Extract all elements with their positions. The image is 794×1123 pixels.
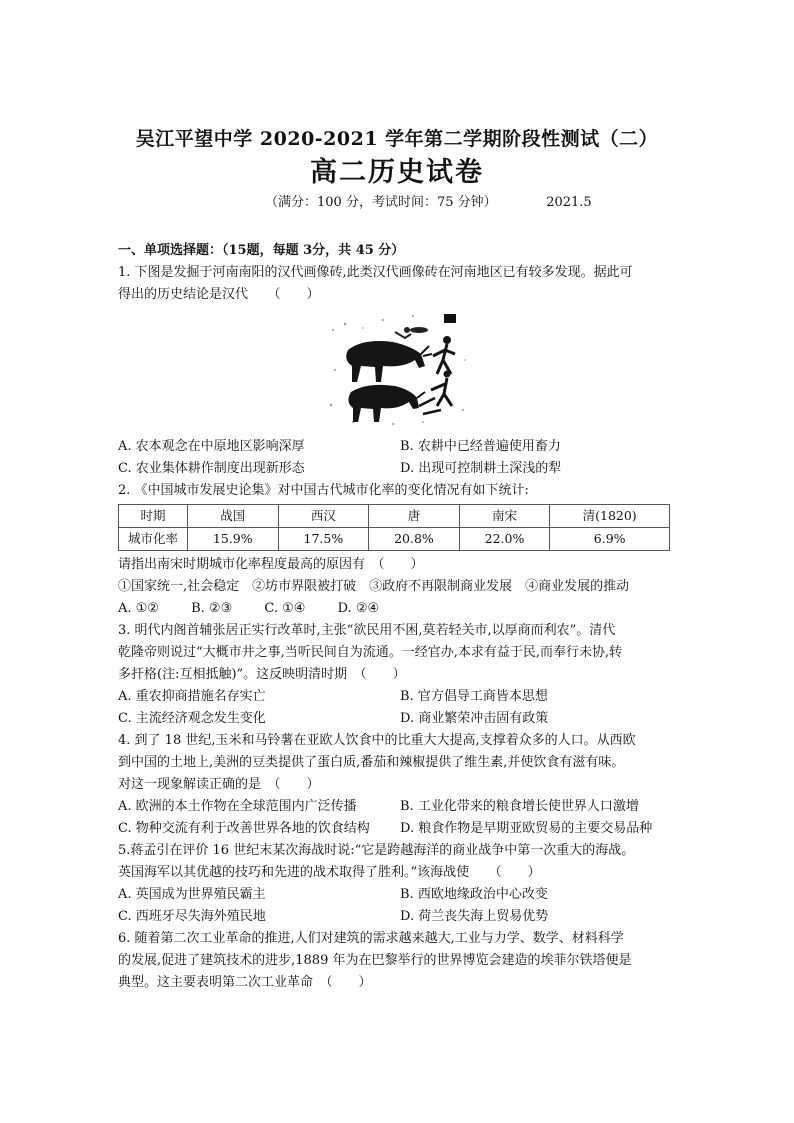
q1-stem-line1: 1. 下图是发掘于河南南阳的汉代画像砖,此类汉代画像砖在河南地区已有较多发现。据此可: [118, 265, 633, 280]
q2-options: [118, 598, 678, 620]
table-row: [119, 528, 670, 551]
table-cell: 20.8%: [369, 528, 460, 551]
q4-option-d[interactable]: D. 粮食作物是早期亚欧贸易的主要交易品种: [400, 821, 653, 836]
q1-stem-line2: 得出的历史结论是汉代 （ ）: [118, 287, 320, 302]
q5-stem-line1: 5.蒋孟引在评价 16 世纪末某次海战时说:“它是跨越海洋的商业战争中第一次重大的海战。: [118, 843, 635, 858]
exam-date: 2021.5: [546, 195, 592, 210]
table-header-cell: 西汉: [278, 505, 369, 528]
page-title: 高二历史试卷: [310, 157, 484, 188]
q4-stem-line2: 到中国的土地上,美洲的豆类提供了蛋白质,番茄和辣椒提供了维生素,并使饮食有滋有味。: [118, 755, 625, 770]
q4-option-b[interactable]: B. 工业化带来的粮食增长使世界人口激增: [400, 799, 639, 814]
q4-stem-line1: 4. 到了 18 世纪,玉米和马铃薯在亚欧人饮食中的比重大大提高,支撑着众多的人口。从西欧: [118, 733, 636, 748]
table-header-cell: 战国: [188, 505, 279, 528]
q4-stem-line3: 对这一现象解读正确的是 （ ）: [118, 777, 320, 792]
q2-stem-line3: ①国家统一,社会稳定 ②坊市界限被打破 ③政府不再限制商业发展 ④商业发展的推动: [118, 579, 630, 594]
school-heading: 吴江平望中学 2020-2021 学年第二学期阶段性测试（二）: [135, 128, 659, 150]
table-header-cell: 南宋: [459, 505, 550, 528]
exam-info: [265, 191, 592, 210]
table-row-label: 城市化率: [119, 528, 188, 551]
section-heading: 一、单项选择题：（15题，每题 3分，共 45 分）: [118, 243, 405, 258]
table-cell: 15.9%: [188, 528, 279, 551]
q5-option-a[interactable]: A. 英国成为世界殖民霸主: [118, 887, 266, 902]
q1-option-c[interactable]: C. 农业集体耕作制度出现新形态: [118, 461, 305, 476]
q5-option-d[interactable]: D. 荷兰丧失海上贸易优势: [400, 909, 549, 924]
q3-option-d[interactable]: D. 商业繁荣冲击固有政策: [400, 711, 549, 726]
q1-options: [118, 436, 678, 480]
urbanization-table: [118, 504, 670, 551]
q3-options: [118, 686, 678, 730]
question-content: [118, 240, 678, 994]
q1-figure: [118, 306, 678, 436]
han-brick-ox-plowing-image: [323, 310, 473, 430]
q2-stem-line1: 2. 《中国城市发展史论集》对中国古代城市化率的变化情况有如下统计:: [118, 483, 529, 498]
q3-stem-line1: 3. 明代内阁首辅张居正实行改革时,主张“欲民用不困,莫若轻关市,以厚商而利农”。清代: [118, 623, 616, 638]
q6-stem-line1: 6. 随着第二次工业革命的推进,人们对建筑的需求越来越大,工业与力学、数学、材料科学: [118, 931, 624, 946]
q2-option-c[interactable]: C. ①④: [264, 601, 306, 616]
q1-option-a[interactable]: A. 农本观念在中原地区影响深厚: [118, 439, 305, 454]
q2-option-d[interactable]: D. ②④: [337, 601, 380, 616]
q1-option-b[interactable]: B. 农耕中已经普遍使用畜力: [400, 439, 561, 454]
q5-options: [118, 884, 678, 928]
table-header-row: [119, 505, 670, 528]
q6-stem-line3: 典型。这主要表明第二次工业革命 （ ）: [118, 975, 372, 990]
q2-option-b[interactable]: B. ②③: [191, 601, 233, 616]
q6-stem-line2: 的发展,促进了建筑技术的进步,1889 年为在巴黎举行的世界博览会建造的埃菲尔铁塔便是: [118, 953, 632, 968]
q3-option-a[interactable]: A. 重农抑商措施名存实亡: [118, 689, 266, 704]
q4-option-c[interactable]: C. 物种交流有利于改善世界各地的饮食结构: [118, 821, 370, 836]
q3-option-b[interactable]: B. 官方倡导工商皆本思想: [400, 689, 548, 704]
q1-option-d[interactable]: D. 出现可控制耕土深浅的犁: [400, 461, 562, 476]
q3-stem-line2: 乾隆帝则说过“大概市井之事,当听民间自为流通。一经官办,本求有益于民,而奉行未协,转: [118, 645, 623, 660]
q5-option-c[interactable]: C. 西班牙尽失海外殖民地: [118, 909, 266, 924]
q2-stem-line2: 请指出南宋时期城市化率程度最高的原因有 （ ）: [118, 557, 424, 572]
table-cell: 17.5%: [278, 528, 369, 551]
q3-stem-line3: 多扞格(注:互相抵触)”。这反映明清时期 （ ）: [118, 667, 406, 682]
q4-option-a[interactable]: A. 欧洲的本土作物在全球范围内广泛传播: [118, 799, 357, 814]
table-header-cell: 时期: [119, 505, 188, 528]
q5-option-b[interactable]: B. 西欧地缘政治中心改变: [400, 887, 548, 902]
q4-options: [118, 796, 678, 840]
table-cell: 22.0%: [459, 528, 550, 551]
q3-option-c[interactable]: C. 主流经济观念发生变化: [118, 711, 266, 726]
score-time-info: （满分：100 分，考试时间：75 分钟）: [265, 195, 497, 210]
q2-option-a[interactable]: A. ①②: [118, 601, 159, 616]
table-header-cell: 唐: [369, 505, 460, 528]
table-header-cell: 清(1820): [550, 505, 670, 528]
table-cell: 6.9%: [550, 528, 670, 551]
q5-stem-line2: 英国海军以其优越的技巧和先进的战术取得了胜利。”该海战使 （ ）: [118, 865, 541, 880]
